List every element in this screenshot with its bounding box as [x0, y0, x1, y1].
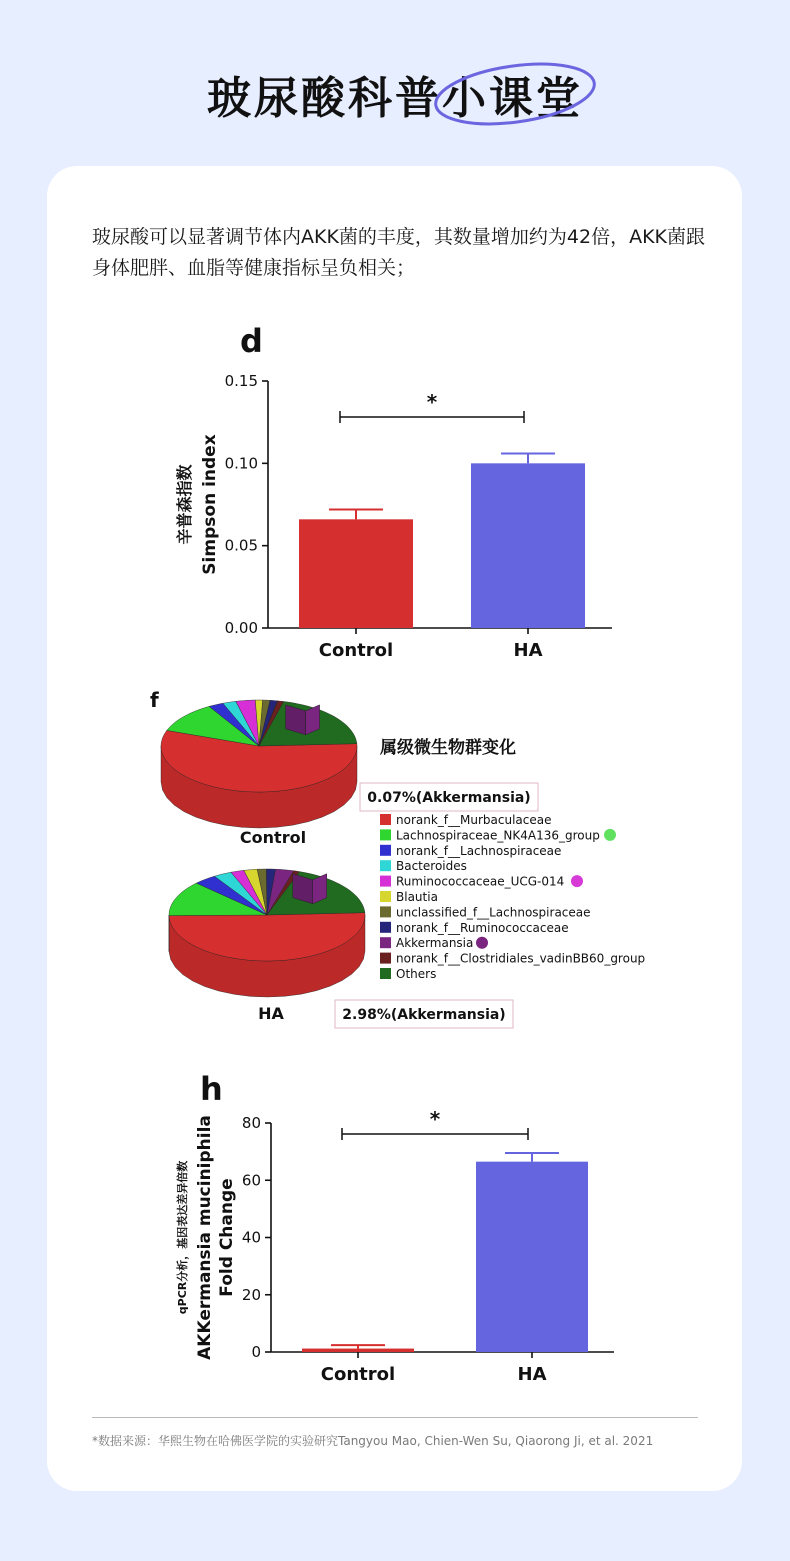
y-tick-label: 40 [241, 1228, 261, 1247]
legend-swatch [380, 845, 391, 856]
legend-label: Others [396, 967, 437, 981]
x-tick-label: HA [513, 640, 543, 661]
legend-swatch [380, 968, 391, 979]
significance-star: * [426, 390, 438, 414]
legend-highlight-dot [476, 937, 488, 949]
panel-label-d: d [240, 322, 263, 360]
bar-control [299, 519, 413, 628]
legend-label: norank_f__Murbaculaceae [396, 813, 552, 827]
legend-swatch [380, 922, 391, 933]
legend-swatch [380, 876, 391, 887]
y-axis-label-cn: qPCR分析，基因表达差异倍数 [176, 1160, 189, 1315]
significance-star: * [429, 1107, 441, 1131]
x-tick-label: HA [517, 1364, 547, 1385]
chart-akk-fold-change [150, 1100, 650, 1400]
panel-label-f: f [150, 688, 159, 712]
panel-label-h: h [200, 1070, 223, 1108]
y-tick-label: 0 [251, 1343, 261, 1361]
legend-swatch [380, 814, 391, 825]
y-axis-label: Fold Change [217, 1178, 237, 1297]
legend-label: norank_f__Clostridiales_vadinBB60_group [396, 951, 646, 966]
bar-control [302, 1349, 414, 1352]
title-highlight-ring [430, 52, 600, 132]
legend-label: norank_f__Ruminococcaceae [396, 920, 569, 935]
y-axis-label-cn: 辛普森指数 [175, 464, 194, 545]
footer-divider [92, 1417, 698, 1418]
chart-genus-pies [150, 700, 680, 1040]
y-axis-label: AKKermansia muciniphila [195, 1115, 215, 1360]
x-tick-label: Control [318, 640, 394, 661]
y-tick-label: 0.15 [224, 372, 258, 390]
y-tick-label: 0.10 [224, 454, 258, 473]
legend-highlight-dot [571, 875, 583, 887]
source-note: *数据来源：华熙生物在哈佛医学院的实验研究Tangyou Mao, Chien-Wen Su, Qiaorong Ji, et al. 2021 [92, 1434, 654, 1448]
pie-label-control: Control [239, 828, 307, 847]
legend-label: unclassified_f__Lachnospiraceae [396, 905, 591, 920]
y-tick-label: 60 [241, 1171, 261, 1190]
y-axis-label: Simpson index [200, 434, 220, 575]
y-tick-label: 0.00 [224, 619, 258, 637]
y-tick-label: 20 [241, 1285, 261, 1304]
chart-simpson-index [150, 360, 650, 670]
legend-swatch [380, 829, 391, 840]
legend-label: Bacteroides [396, 859, 467, 874]
legend-swatch [380, 937, 391, 948]
legend-swatch [380, 906, 391, 917]
legend-swatch [380, 953, 391, 964]
bar-ha [471, 463, 585, 628]
legend-label: norank_f__Lachnospiraceae [396, 843, 562, 858]
legend-swatch [380, 891, 391, 902]
pie-label-ha: HA [258, 1004, 284, 1023]
legend-swatch [380, 860, 391, 871]
akkermansia-callout: 2.98%(Akkermansia) [342, 1007, 506, 1023]
y-tick-label: 0.05 [224, 536, 258, 555]
legend-label: Ruminococcaceae_UCG-014 [396, 874, 565, 889]
legend-highlight-dot [604, 829, 616, 841]
legend-label: Lachnospiraceae_NK4A136_group [396, 828, 600, 843]
pie-chart-title: 属级微生物群变化 [380, 738, 516, 758]
page-title: 玻尿酸科普小课堂 [207, 73, 583, 124]
y-tick-label: 80 [241, 1114, 261, 1132]
legend-label: Blautia [396, 890, 438, 904]
bar-ha [476, 1162, 588, 1352]
legend-label: Akkermansia [396, 936, 474, 951]
x-tick-label: Control [320, 1364, 396, 1385]
akkermansia-callout: 0.07%(Akkermansia) [367, 790, 531, 806]
intro-paragraph: 玻尿酸可以显著调节体内AKK菌的丰度，其数量增加约为42倍，AKK菌跟身体肥胖、血脂等健康指标呈负相关； [92, 226, 706, 279]
